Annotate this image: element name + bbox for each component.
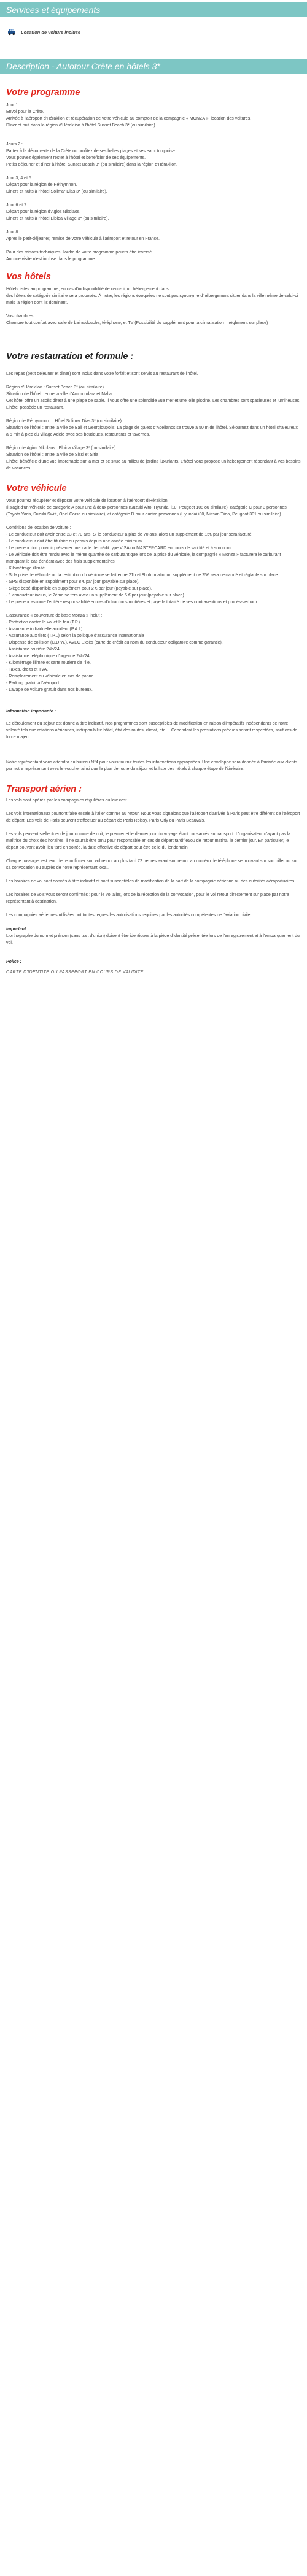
service-item-car-rental <box>0 17 307 40</box>
services-band <box>0 2 307 17</box>
vehicule-heading: Votre véhicule <box>6 484 67 493</box>
transport-p7: Les compagnies aériennes utilisées ont toutes reçues les autorisations requises par les autorités compétentes de l'aviation civile. <box>6 913 252 917</box>
restauration-intro: Les repas (petit déjeuner et dîner) sont inclus dans votre forfait et sont servis au restaurant de l'hôtel. <box>6 372 198 376</box>
programme-day6: Jour 6 et 7 : Départ pour la région d'Agios Nikolaos. Diners et nuits à l'hôtel Elpida Village 3* (ou similaire). <box>6 203 109 221</box>
transport-heading: Transport aérien : <box>6 784 82 794</box>
transport-p6: Les horaires de vols vous seront confirmés : pour le vol aller, lors de la réception de la convocation, pour le vol retour directement sur place par notre représentant à destination. <box>6 893 290 904</box>
programme-note: Pour des raisons techniques, l'ordre de votre programme pourra être inversé. Aucune visite n'est incluse dans le programme. <box>6 250 154 261</box>
description-band-title: Description - Autotour Crète en hôtels 3* <box>6 61 160 71</box>
services-band-title: Services et équipements <box>6 5 101 15</box>
car-icon <box>7 28 16 36</box>
restauration-heraklion: Région d'Héraklion : Sunset Beach 3* (ou similaire) Situation de l'hôtel : entre la ville d'Ammoudara et Malia Cet hôtel offre un accès direct à une plage de sable. Il vous offre une splendide vue mer et une jolie piscine. Les chambres sont spacieuses et lumineuses. L'hôtel possède un restaurant. <box>6 385 301 410</box>
information-p1: Le déroulement du séjour est donné à titre indicatif. Nos programmes sont susceptibles de modification en raison d'impératifs indépendants de notre volonté tels que rotations aériennes, indisponibilité hôtel, état des routes, climat, etc.... Cependant les prestations prévues seront respectées, sauf cas de force majeur. <box>6 722 299 739</box>
restauration-agios-nikolaos: Région de Agios Nikolaos : Elpida Village 3* (ou similaire) Situation de l'hôtel : entre la ville de Sissi et Sitia L'hôtel bénéficie d'une vue imprenable sur la mer et se situe au milieu de jardins luxuriants. L'hôtel vous propose un hébergement répondant à vos besoins de vacances. <box>6 446 301 471</box>
police-p1: CARTE D'IDENTITE OU PASSEPORT EN COURS DE VALIDITE <box>6 970 144 974</box>
transport-p5: Les horaires de vol sont donnés à titre indicatif et sont susceptibles de modification de la part de la compagnie aérienne ou des autorités aéroportuaires. <box>6 879 296 884</box>
vehicule-conditions: Conditions de location de voiture : - Le conducteur doit avoir entre 23 et 70 ans. Si le conducteur a plus de 70 ans, alors un supplément de 15€ par jour sera facturé. - Le conducteur doit être titulaire du permis depuis une année minimum. - Le preneur doit pouvoir présenter une carte de crédit type VISA ou MASTERCARD en cours de validité et à son nom. - Le véhicule doit être rendu avec le même quantité de carburant que lors de la prise du véhicule, la compagnie « Monza » facturera le carburant manquant le cas échéant avec des frais supplémentaires. - Kilométrage illimité. - Si la prise de véhicule ou la restitution du véhicule se fait entre 21h et 8h du matin, un supplément de 25€ sera demandé et réglable sur place. - GPS disponible en supplément pour 8 € par jour (payable sur place). - Siège bébé disponible en supplément pour 2 € par jour (payable sur place). - 1 conducteur inclus, le 2ème se fera avec un supplément de 5 € par jour (payable sur place). - Le preneur assume l'entière responsabilité en cas d'infractions routières et paye la totalité de ses contraventions et procès-verbaux. <box>6 526 281 604</box>
transport-p1: Les vols sont opérés par les compagnies régulières ou low cost. <box>6 798 128 803</box>
restauration-heading: Votre restauration et formule : <box>6 352 134 361</box>
service-item-label: Location de voiture incluse <box>21 29 81 35</box>
description-band <box>0 59 307 74</box>
transport-p2: Les vols internationaux pourront faire escale à l'aller comme au retour. Nous vous signalons que l'aéroport d'arrivée à Paris peut être différent de l'aéroport de départ. Les vols de Paris peuvent s'effectuer au départ de Paris Roissy, Paris Orly ou Paris Beauvais. <box>6 812 301 823</box>
hotels-heading: Vos hôtels <box>6 272 51 282</box>
hotels-intro: Hôtels listés au programme, en cas d'indisponibilité de ceux-ci, un hébergement dans des hôtels de catégorie similaire sera proposés. À noter, les régions évoquées ne sont pas synonyme d'hébergement situer dans la ville même de celui-ci mais la région dont ils dominent. <box>6 287 298 305</box>
important-p1: L'orthographe du nom et prénom (sans trait d'union) doivent être identiques à la pièce d'identité présentée lors de l'enregistrement et à l'embarquement du vol. <box>6 934 301 945</box>
programme-heading: Votre programme <box>6 88 80 98</box>
important-heading: Important : <box>6 927 29 931</box>
information-heading: Information importante : <box>6 709 56 714</box>
transport-p4: Chaque passager est tenu de reconfirmer son vol retour au plus tard 72 heures avant son retour au numéro de téléphone se trouvant sur son billet ou sur sa convocation ou auprès de notre représentant local. <box>6 859 299 870</box>
programme-day2: Jours 2 : Partez à la découverte de la Crète ou profitez de ses belles plages et ses eaux turquoise. Vous pouvez également rester à l'hôtel et bénéficier de ses équipements. Petits déjeuner et dîner à l'hôtel Sunset Beach 3* (ou similaire) dans la région d'Héraklion. <box>6 142 177 167</box>
description-content <box>0 74 307 978</box>
transport-p3: Les vols peuvent s'effectuer de jour comme de nuit, le premier et le dernier jour du voyage étant consacrés au transport. L'organisateur n'ayant pas la maîtrise du choix des horaires, il ne saurait être tenu pour responsable en cas de départ tardif et/ou de retour matinal le dernier jour. En particulier, le départ pouvant avoir lieu tard en soirée, la date effective de départ peut être celle du lendemain. <box>6 832 292 850</box>
restauration-rethymnon: Région de Réthymnon : : Hôtel Solimar Dias 3* (ou similaire) Situation de l'hôtel : entre la ville de Bali et Georgioupolis. La plage de galets d'Adelianos se trouve à 50 m de l'hôtel. Séjournez dans un hôtel chaleureux à 5 min à pied du village Adele avec ses boutiques, restaurants et tavernes. <box>6 419 298 437</box>
vehicule-insurance: L'assurance « couverture de base Monza » inclut : - Protection contre le vol et le feu (T.P.) - Assurance individuelle accident (P.A.I.) - Assurance aux tiers (T.P.L) selon la politique d'assurance internationale - Dispense de collision (C.D.W.). AVEC Excès (carte de crédit au nom du conducteur obligatoire comme garantie). - Assistance routière 24h/24. - Assistance téléphonique d'urgence 24h/24. - Kilométrage illimité et carte routière de l'île. - Taxes, droits et TVA. - Remplacement du véhicule en cas de panne. - Parking gratuit à l'aéroport. - Lavage de voiture gratuit dans nos bureaux. <box>6 614 223 692</box>
programme-day8: Jour 8 : Après le petit-déjeuner, remise de votre véhicule à l'aéroport et retour en France. <box>6 230 160 241</box>
programme-day3: Jour 3, 4 et 5 : Départ pour la région de Réthymnon. Diners et nuits à l'hôtel Solimar Dias 3* (ou similaire). <box>6 176 107 194</box>
hotels-rooms: Vos chambres : Chambre tout confort avec salle de bains/douche, téléphone, et TV (Possibilité du supplément pour la climatisation – règlement sur place) <box>6 314 268 325</box>
programme-day1: Jour 1 : Envol pour la Crète. Arrivée à l'aéroport d'Héraklion et récupération de votre véhicule au comptoir de la compagnie « MONZA », location des voitures. Dîner et nuit dans la région d'Héraklion à l'hôtel Sunset Beach 3* (ou similaire) <box>6 103 252 128</box>
page <box>0 2 307 978</box>
police-heading: Police : <box>6 960 21 964</box>
vehicule-intro: Vous pourrez récupérer et déposer votre véhicule de location à l'aéroport d'Héraklion. Il s'agit d'un véhicule de catégorie A pour une à deux personnes (Suzuki Alto, Hyundai i10, Peugeot 108 ou similaire), catégorie C pour 3 personnes (Toyota Yaris, Suzuki Swift, Opel Corsa ou similaire), et catégorie D pour quatre personnes (Hyundai i30, Nissan Tiida, Peugeot 301 ou similaire). <box>6 499 287 517</box>
information-p2: Notre représentant vous attendra au bureau N°4 pour vous fournir toutes les informations appropriées. Une enveloppe sera donnée à l'arrivée aux clients par notre représentant avec le voucher ainsi que le plan de route du séjour et la liste des hôtels à chaque étape de l'itinéraire. <box>6 760 299 771</box>
